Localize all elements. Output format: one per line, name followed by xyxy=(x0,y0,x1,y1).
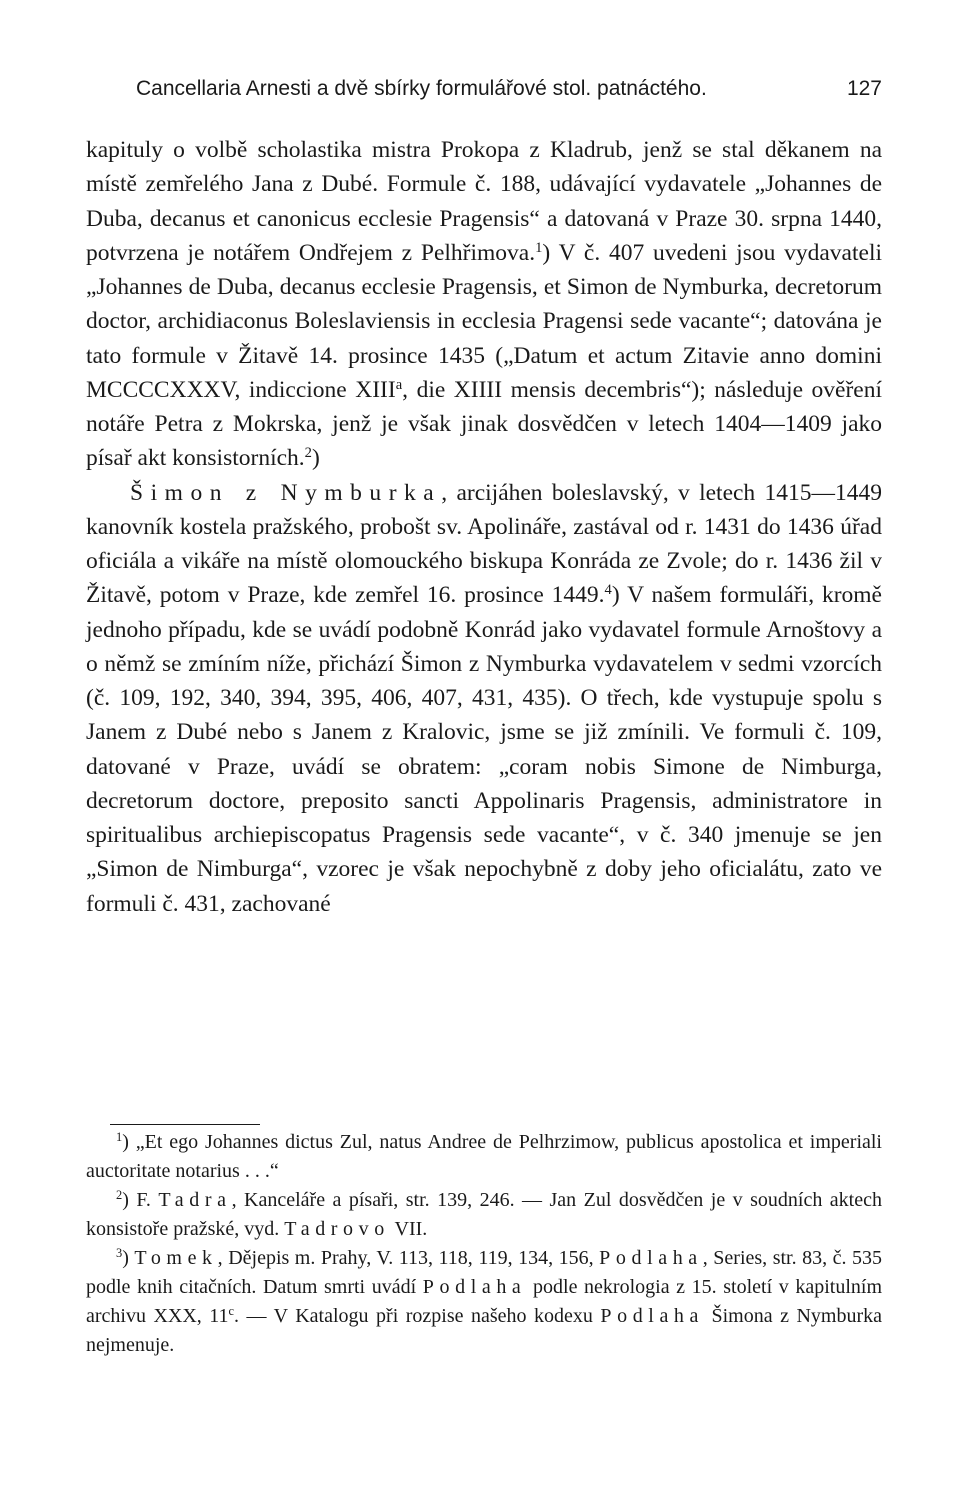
superscript-a: a xyxy=(395,376,403,393)
footnote-3: $^3$) Tomek, Dějepis m. Prahy, V. 113, 118, 119, 134, 156, Podlaha, Series, str. 83, č. 535 podle knih citačních. Datum smrti uvádí Podlaha podle nekrologia z 15. století v kapitulním archivu XXX, 11$^c$. — V Katalogu při rozpise našeho kodexu Podlaha Šimona z Nymburka nejmenuje. xyxy=(86,1246,883,1356)
footnote-2-text-c: VII. xyxy=(389,1218,428,1240)
footnote-1: $^1$) „Et ego Johannes dictus Zul, natus Andree de Pelhrzimow, publicus apostolica et imperiali auctoritate notarius . . .“ xyxy=(86,1130,882,1182)
footnote-2: $^2$) F. Tadra, Kanceláře a písaři, str. 139, 246. — Jan Zul dosvědčen je v soudních aktech konsistoře pražské, vyd. Tadrovo VII. xyxy=(86,1188,882,1240)
footnote-2-mark: 2 xyxy=(116,1188,123,1203)
footnote-2-text-b: , Kanceláře a písaři, str. 139, 246. — Jan Zul dosvědčen je v soudních aktech konsistoře pražské, vyd. xyxy=(86,1189,882,1240)
footnote-2-text-a: F. xyxy=(128,1189,159,1211)
footnote-1-mark: 1 xyxy=(116,1130,123,1145)
paragraph-1-text-a: kapituly o volbě scholastika mistra Prokopa z Kladrub, jenž se stal děkanem na místě zemřelého Jana z Dubé. Formule č. 188, udávající vydavatele „Johannes de Duba, decanus et canonicus ecclesie Pragensis“ a datovaná v Praze 30. srpna 1440, potvrzena je notářem Ondřejem z Pelhřimova. xyxy=(86,137,882,266)
paragraph-1-text-d: ) xyxy=(311,445,320,472)
footnote-divider xyxy=(110,1124,260,1125)
footnote-3-text-b: , Dějepis m. Prahy, V. 113, 118, 119, 134, 156, xyxy=(217,1247,600,1269)
footnote-3-author-3: Podlaha xyxy=(422,1276,527,1298)
footnotes xyxy=(86,1128,882,1360)
footnote-2-author-1: Tadra xyxy=(158,1189,232,1211)
footnote-3-text-f: Šimona z Nymburka nejmenuje. xyxy=(86,1305,883,1356)
footnote-3-text-e: . — V Katalogu při rozpise našeho kodexu xyxy=(234,1305,601,1327)
footnote-3-superscript: c xyxy=(228,1304,235,1319)
paragraph-1 xyxy=(86,133,882,476)
main-text xyxy=(86,133,882,921)
footnote-1-text: „Et ego Johannes dictus Zul, natus Andree de Pelhrzimow, publicus apostolica et imperiali auctoritate notarius . . .“ xyxy=(86,1131,882,1182)
paragraph-2 xyxy=(86,476,882,921)
paragraph-1-text-c: , die XIIII mensis decembris“); následuje ověření notáře Petra z Mokrska, jenž je však jinak dosvědčen v letech 1404—1409 jako písař akt konsistorních. xyxy=(86,376,883,472)
person-name-spaced: Šimon z Nymburka xyxy=(130,479,442,506)
footnote-3-mark: 3 xyxy=(116,1246,123,1261)
running-header xyxy=(86,74,882,104)
footnote-3-author-4: Podlaha xyxy=(600,1305,705,1327)
footnote-3-author-2: Podlaha xyxy=(599,1247,703,1269)
paragraph-2-text-b: ) V našem formuláři, kromě jednoho případu, kde se uvádí podobně Konrád jako vydavatel formule Arnoštovy a o němž se zmíním níže, přichází Šimon z Nymburka vydavatelem v sedmi vzorcích (č. 109, 192, 340, 394, 395, 406, 407, 431, 435). O třech, kde vystupuje spolu s Janem z Dubé nebo s Janem z Kralovic, jsme se již zmínili. Ve formuli č. 109, datované v Praze, uvádí se obratem: „coram nobis Simone de Nimburga, decretorum doctore, preposito sancti Appolinaris Pragensis, administratore in spiritualibus archiepiscopatus Pragensis sede vacante“, v č. 340 jmenuje se jen „Simon de Nimburga“, vzorec je však nepochybně z doby jeho oficialátu, zato ve formuli č. 431, zachované xyxy=(86,582,882,917)
footnote-3-text-c: , Series, str. 83, č. 535 podle knih citačních. Datum smrti uvádí xyxy=(86,1247,883,1298)
footnote-ref-1: 1 xyxy=(535,239,543,256)
paragraph-1-text-b: ) V č. 407 uvedeni jsou vydavateli „Johannes de Duba, decanus ecclesie Pragensis, et Simon de Nymburka, decretorum doctor, archidiaconus Boleslaviensis in ecclesia Pragensi sede vacante“; datována je tato formule v Žitavě 14. prosince 1435 („Datum et actum Zitavie anno domini MCCCCXXXV, indiccione XIII xyxy=(86,239,882,403)
page-number: 127 xyxy=(846,77,882,100)
paragraph-2-text-a: , arcijáhen boleslavský, v letech 1415—1449 kanovník kostela pražského, probošt sv. Apolináře, zastával od r. 1431 do 1436 úřad oficiála a vikáře na místě olomouckého biskupa Konráda ze Zvole; do r. 1436 žil v Žitavě, potom v Praze, kde zemřel 16. prosince 1449. xyxy=(86,479,882,609)
footnote-3-text-d: podle nekrologia z 15. století v kapitulním archivu XXX, 11 xyxy=(86,1276,882,1327)
footnote-ref-4: 4 xyxy=(604,582,612,599)
header-title: Cancellaria Arnesti a dvě sbírky formulářové stol. patnáctého. xyxy=(136,77,707,100)
footnote-3-author-1: Tomek xyxy=(134,1247,218,1269)
footnote-ref-2: 2 xyxy=(304,445,312,462)
footnote-2-author-2: Tadrovo xyxy=(284,1218,390,1240)
